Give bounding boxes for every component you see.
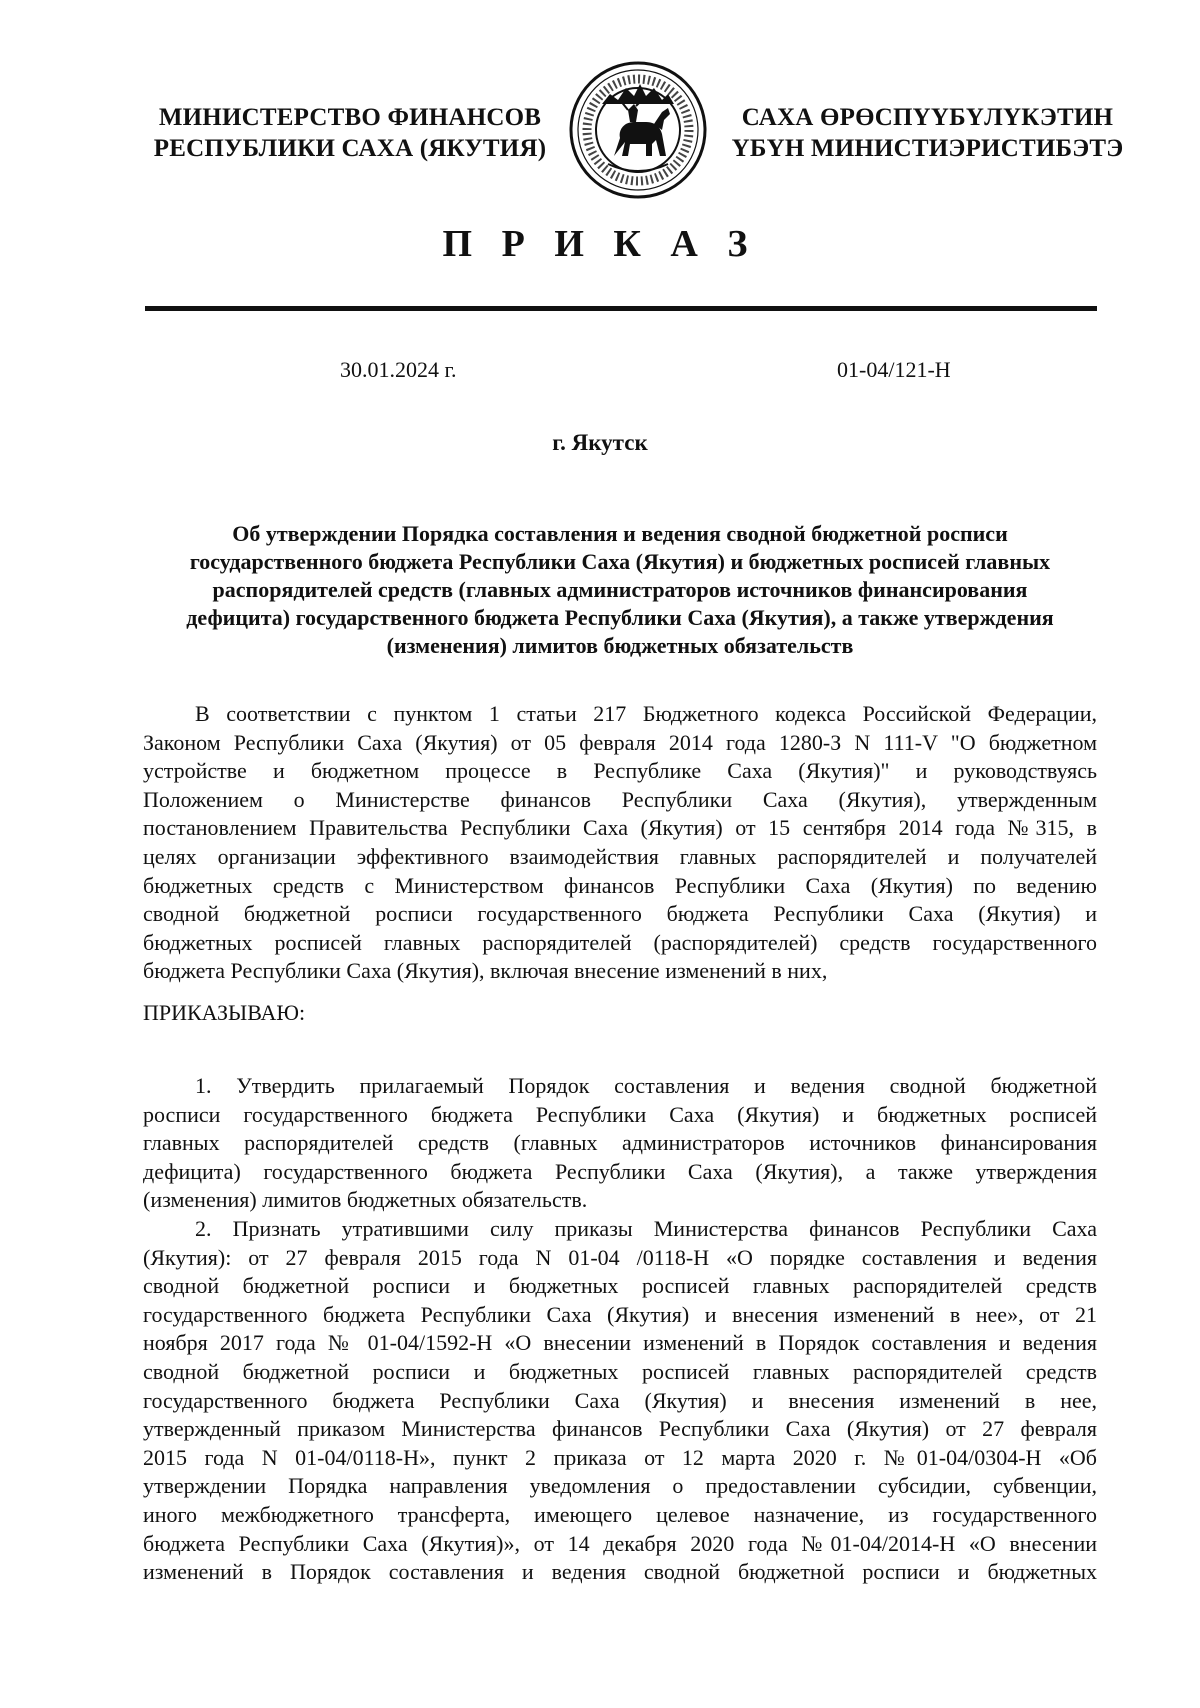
preamble-line: сводной бюджетной росписи государственного бюджета Республики Саха (Якутия) и [143,901,1097,927]
item-2-line: иного межбюджетного трансферта, имеющего целевое назначение, из государственного [143,1501,1097,1527]
ministry-name-ru-line-1: МИНИСТЕРСТВО ФИНАНСОВ [158,104,542,131]
preamble-line: устройстве и бюджетном процессе в Республике Саха (Якутия)" и руководствуясь [143,758,1097,784]
preamble-line: постановлением Правительства Республики Саха (Якутия) от 15 сентября 2014 года №315, в [143,815,1097,841]
item-1-line: главных распорядителей средств (главных администраторов источников финансирования [143,1130,1097,1156]
ministry-name-sakha-line-2: ҮБҮН МИНИСТИЭРИСТИБЭТЭ [731,135,1124,162]
document-number: 01-04/121-Н [837,357,951,382]
preamble-line: бюджета Республики Саха (Якутия), включая внесение изменений в них, [143,958,828,984]
item-2-line: (Якутия): от 27 февраля 2015 года N 01-04 /0118-Н «О порядке составления и ведения [143,1244,1097,1270]
coat-of-arms-emblem [568,60,708,200]
subject-line: Об утверждении Порядка составления и ведения сводной бюджетной росписи [232,521,1008,546]
item-2-line: утверждении Порядка направления уведомления о предоставлении субсидии, субвенции, [143,1473,1097,1499]
ministry-name-russian [140,102,560,164]
preamble-line: В соответствии с пунктом 1 статьи 217 Бюджетного кодекса Российской Федерации, [195,701,1097,726]
preamble-line: Положением о Министерстве финансов Республики Саха (Якутия), утвержденным [143,786,1097,812]
preamble-line: бюджетных росписей главных распорядителей (распорядителей) средств государственного [143,929,1097,955]
preamble-line: целях организации эффективного взаимодействия главных распорядителей и получателей [143,843,1097,869]
subject-line: (изменения) лимитов бюджетных обязательств [386,633,854,658]
item-2-line: сводной бюджетной росписи и бюджетных росписей главных распорядителей средств [143,1273,1097,1299]
preamble-line: Законом Республики Саха (Якутия) от 05 февраля 2014 года 1280-З N 111-V "О бюджетном [143,729,1097,755]
item-2-line: 2015 года N 01-04/0118-Н», пункт 2 приказа от 12 марта 2020 г. №01-04/0304-Н «Об [143,1444,1097,1470]
preamble-paragraph [143,700,1097,986]
order-items [143,1072,1097,1587]
document-subject [140,520,1100,660]
item-1-line: росписи государственного бюджета Республики Саха (Якутия) и бюджетных росписей [143,1101,1097,1127]
subject-line: распорядителей средств (главных администраторов источников финансирования [212,577,1028,602]
item-2-line: государственного бюджета Республики Саха (Якутия) и внесения изменений в нее, [143,1387,1097,1413]
order-word: ПРИКАЗЫВАЮ: [143,1000,306,1025]
item-2-line: изменений в Порядок составления и ведения сводной бюджетной росписи и бюджетных [143,1559,1097,1585]
document-title: П Р И К А З [442,223,758,265]
ministry-name-ru-line-2: РЕСПУБЛИКИ САХА (ЯКУТИЯ) [153,135,547,162]
header-divider [145,306,1097,311]
item-1-line: дефицита) государственного бюджета Республики Саха (Якутия), а также утверждения [143,1158,1097,1184]
item-2-line: 2. Признать утратившими силу приказы Министерства финансов Республики Саха [195,1215,1097,1241]
ministry-name-sakha-line-1: САХА ӨРӨСПҮҮБҮЛҮКЭТИН [741,104,1114,131]
item-2-line: сводной бюджетной росписи и бюджетных росписей главных распорядителей средств [143,1358,1097,1384]
preamble-line: бюджетных средств с Министерством финансов Республики Саха (Якутия) по ведению [143,872,1097,898]
item-2-line: ноября 2017 года № 01-04/1592-Н «О внесении изменений в Порядок составления и ведения [143,1330,1097,1356]
item-2-line: государственного бюджета Республики Саха (Якутия) и внесения изменений в нее», от 21 [143,1301,1097,1327]
subject-line: дефицита) государственного бюджета Республики Саха (Якутия), а также утверждения [186,605,1054,630]
item-1-line: (изменения) лимитов бюджетных обязательств. [143,1187,588,1213]
document-city: г. Якутск [552,430,648,455]
subject-line: государственного бюджета Республики Саха (Якутия) и бюджетных росписей главных [189,549,1051,574]
item-2-line: утвержденный приказом Министерства финансов Республики Саха (Якутия) от 27 февраля [143,1416,1097,1442]
item-1-line: 1. Утвердить прилагаемый Порядок составления и ведения сводной бюджетной [195,1073,1097,1098]
document-date: 30.01.2024 г. [340,357,457,382]
ministry-name-sakha [715,102,1140,164]
item-2-line: бюджета Республики Саха (Якутия)», от 14 декабря 2020 года №01-04/2014-Н «О внесении [143,1530,1097,1556]
